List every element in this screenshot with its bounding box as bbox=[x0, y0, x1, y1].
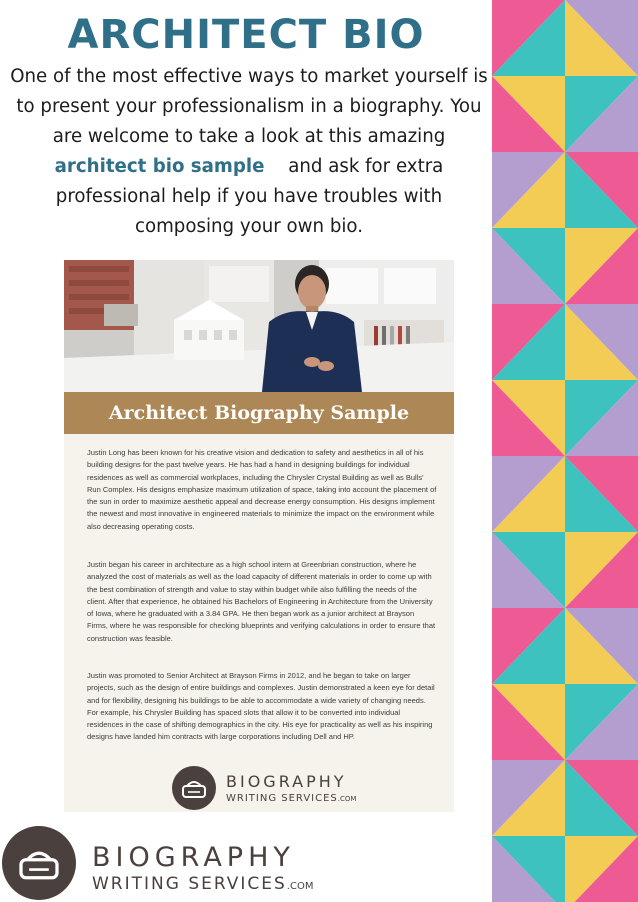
logo-wordmark: BIOGRAPHY bbox=[92, 842, 295, 873]
logo-tagline bbox=[226, 793, 356, 804]
page-title: ARCHITECT BIO bbox=[67, 12, 425, 58]
intro-line: composing your own bio. bbox=[134, 216, 364, 237]
architect-photo-illustration bbox=[64, 260, 454, 392]
logo-wordmark: BIOGRAPHY bbox=[226, 772, 347, 791]
sample-banner-title: Architect Biography Sample bbox=[64, 392, 454, 434]
typewriter-icon bbox=[17, 845, 61, 881]
sample-logo bbox=[172, 766, 372, 812]
bio-paragraph: Justin began his career in architecture as a high school intern at Greenbrian construction, where he analyzed the cost of materials as well as the load capacity of different materials in order to come up with the best combination of strength and value to stay within budget while also fulfilling the needs of the client. After that experience, he obtained his Bachelors of Engineering in Architecture from the University of Iowa, where he graduated with a 3.84 GPA. He then began work as a junior architect at Brayson Firms, where he was responsible for checking blueprints and verifying calculations in order to ensure that construction was feasible. bbox=[87, 560, 436, 643]
bio-paragraph: Justin was promoted to Senior Architect at Brayson Firms in 2012, and he began to take on larger projects, such as the design of entire buildings and complexes. Justin demonstrated a keen eye for detail and for flexibility, designing his buildings to be able to accommodate a wide variety of changing needs. For example, his Chrysler Building has spaced slots that allow it to be converted into individual residences in the case of shifting demographics in the city. His eye for practicality as well as his inspiring designs have landed him contracts with large corporations including Dell and HP. bbox=[87, 671, 435, 742]
logo-tagline-text: WRITING SERVICES bbox=[226, 793, 338, 804]
intro-line: professional help if you have troubles with bbox=[55, 186, 443, 207]
geometric-pattern-border bbox=[492, 0, 638, 902]
logo-domain: .COM bbox=[286, 881, 314, 892]
logo-tagline-text: WRITING SERVICES bbox=[92, 874, 287, 894]
intro-line: One of the most effective ways to market yourself is bbox=[10, 66, 488, 87]
intro-line-rest: and ask for extra bbox=[288, 156, 444, 177]
typewriter-icon bbox=[181, 777, 207, 799]
bio-sample-card bbox=[64, 260, 454, 812]
logo-domain: .COM bbox=[337, 795, 357, 803]
intro-line bbox=[6, 152, 492, 182]
logo-emblem bbox=[172, 766, 216, 810]
intro-line: are welcome to take a look at this amazing bbox=[52, 126, 446, 147]
architect-bio-sample-link[interactable]: architect bio sample bbox=[54, 156, 265, 177]
intro-line: to present your professionalism in a biography. You bbox=[16, 96, 482, 117]
intro-text bbox=[6, 62, 492, 242]
footer-logo bbox=[0, 826, 490, 902]
bio-paragraph: Justin Long has been known for his creative vision and dedication to safety and aesthetics in all of his building designs for the past twelve years. He has had a hand in designing buildings for individual residences as well as commercial workplaces, including the Chrysler Crystal Building as well as Bulls' Run Complex. His designs emphasize maximum utilization of space, taking into account the placement of the sun in order to maximize aesthetic appeal and decrease energy consumption. His designs implement the newest and most innovative in engineered materials to minimize the impact on the environment while also decreasing operating costs. bbox=[87, 448, 437, 531]
logo-tagline bbox=[92, 874, 313, 894]
logo-emblem bbox=[2, 826, 76, 900]
architect-photo bbox=[64, 260, 454, 392]
